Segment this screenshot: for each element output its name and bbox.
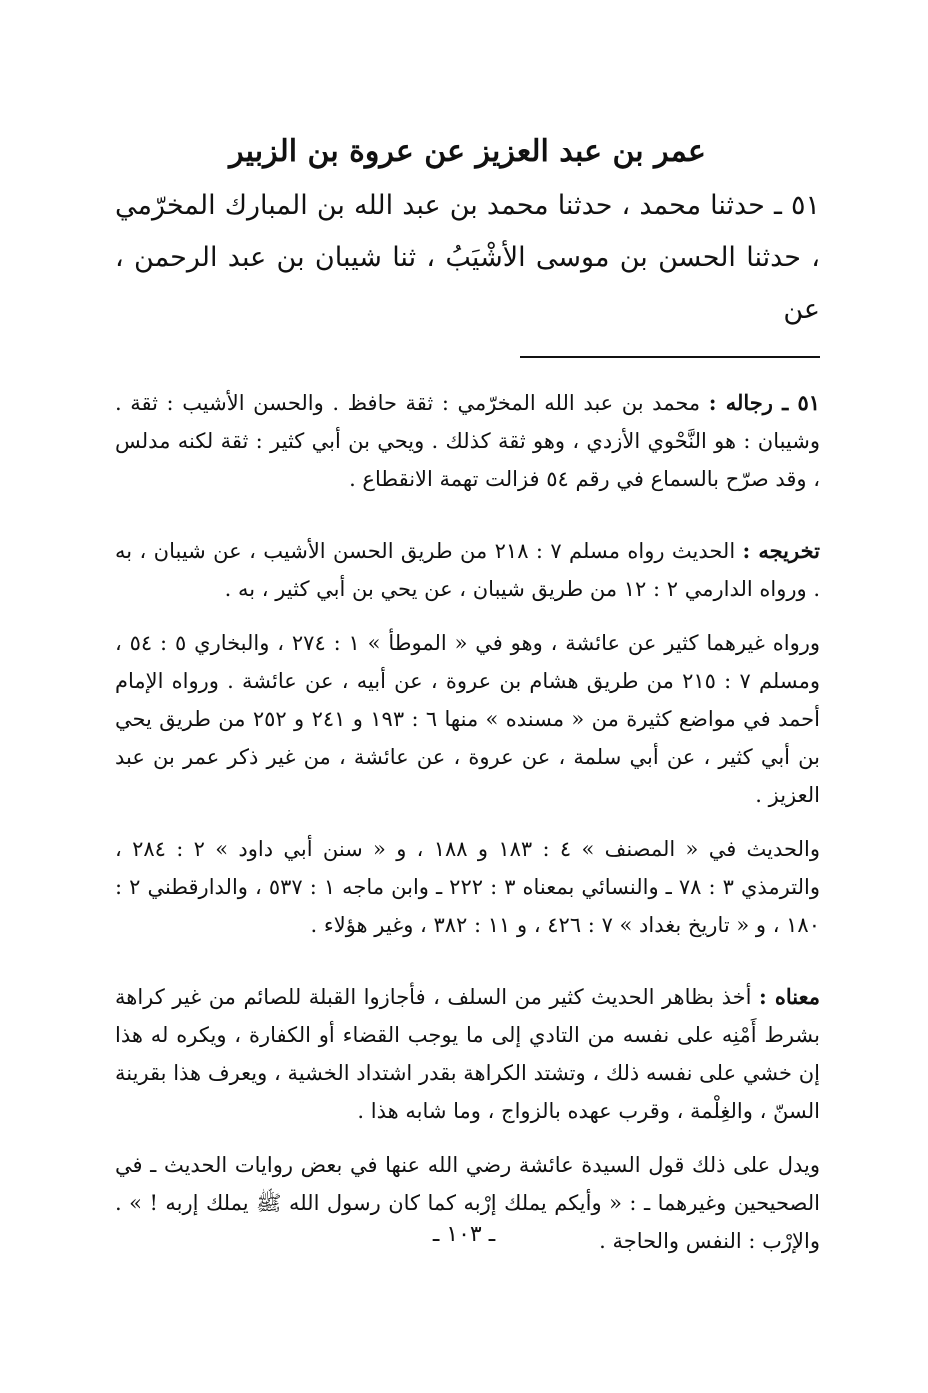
note-rijal-text: محمد بن عبد الله المخرّمي : ثقة حافظ . والحسن الأشيب : ثقة . وشيبان : هو النَّحْوي الأزدي ، وهو ثقة كذلك . ويحي بن أبي كثير : ثقة لكنه مدلس ، وقد صرّح بالسماع في رقم ٥٤ فزالت تهمة الانقطاع . xyxy=(115,391,820,491)
note-paragraph-6: ويدل على ذلك قول السيدة عائشة رضي الله عنها في بعض روايات الحديث ـ في الصحيحين وغيرهما ـ : « وأيكم يملك إرْبه كما كان رسول الله ﷺ يملك إربه ! » . والإرْب : النفس والحاجة . xyxy=(115,1153,820,1253)
book-page xyxy=(115,130,820,1260)
note-maanah xyxy=(115,978,820,1130)
note-maanah-label: معناه : xyxy=(758,984,820,1009)
page-number: ـ ١٠٣ ـ xyxy=(432,1222,496,1247)
note-paragraph-4: والحديث في « المصنف » ٤ : ١٨٣ و ١٨٨ ، و « سنن أبي داود » ٢ : ٢٨٤ ، والترمذي ٣ : ٧٨ ـ والنسائي بمعناه ٣ : ٢٢٢ ـ وابن ماجه ١ : ٥٣٧ ، والدارقطني ٢ : ١٨٠ ، و « تاريخ بغداد » ٧ : ٤٢٦ ، و ١١ : ٣٨٢ ، وغير هؤلاء . xyxy=(115,837,820,937)
note-maanah-text: أخذ بظاهر الحديث كثير من السلف ، فأجازوا القبلة للصائم من غير كراهة بشرط أَمْنِه على نفسه من التادي إلى ما يوجب القضاء أو الكفارة ، ويكره له هذا إن خشي على نفسه ذلك ، وتشتد الكراهة بقدر اشتداد الخشية ، ويعرف هذا بقرينة السنّ ، والغِلْمة ، وقرب عهده بالزواج ، وما شابه هذا . xyxy=(115,985,820,1123)
note-rijal-label: ٥١ ـ رجاله : xyxy=(708,390,821,415)
footnote-separator xyxy=(520,356,820,358)
note-takhrij xyxy=(115,532,820,608)
note-paragraph-3: ورواه غيرهما كثير عن عائشة ، وهو في « الموطأ » ١ : ٢٧٤ ، والبخاري ٥ : ٥٤ ، ومسلم ٧ : ٢١٥ من طريق هشام بن عروة ، عن أبيه ، عن عائشة . ورواه الإمام أحمد في مواضع كثيرة من « مسنده » منها ٦ : ١٩٣ و ٢٤١ و ٢٥٢ من طريق يحي بن أبي كثير ، عن أبي سلمة ، عن عروة ، عن عائشة ، من غير ذكر عمر بن عبد العزيز . xyxy=(115,631,820,807)
note-takhrij-label: تخريجه : xyxy=(742,538,820,563)
note-takhrij-text: الحديث رواه مسلم ٧ : ٢١٨ من طريق الحسن الأشيب ، عن شيبان ، به . ورواه الدارمي ٢ : ١٢ من طريق شيبان ، عن يحي بن أبي كثير ، به . xyxy=(115,539,820,601)
hadith-text: ٥١ ـ حدثنا محمد ، حدثنا محمد بن عبد الله بن المبارك المخرّمي ، حدثنا الحسن بن موسى الأشْيَبُ ، ثنا شيبان بن عبد الرحمن ، عن xyxy=(115,190,820,325)
chapter-title: عمر بن عبد العزيز عن عروة بن الزبير xyxy=(229,134,706,169)
note-rijal xyxy=(115,384,820,498)
